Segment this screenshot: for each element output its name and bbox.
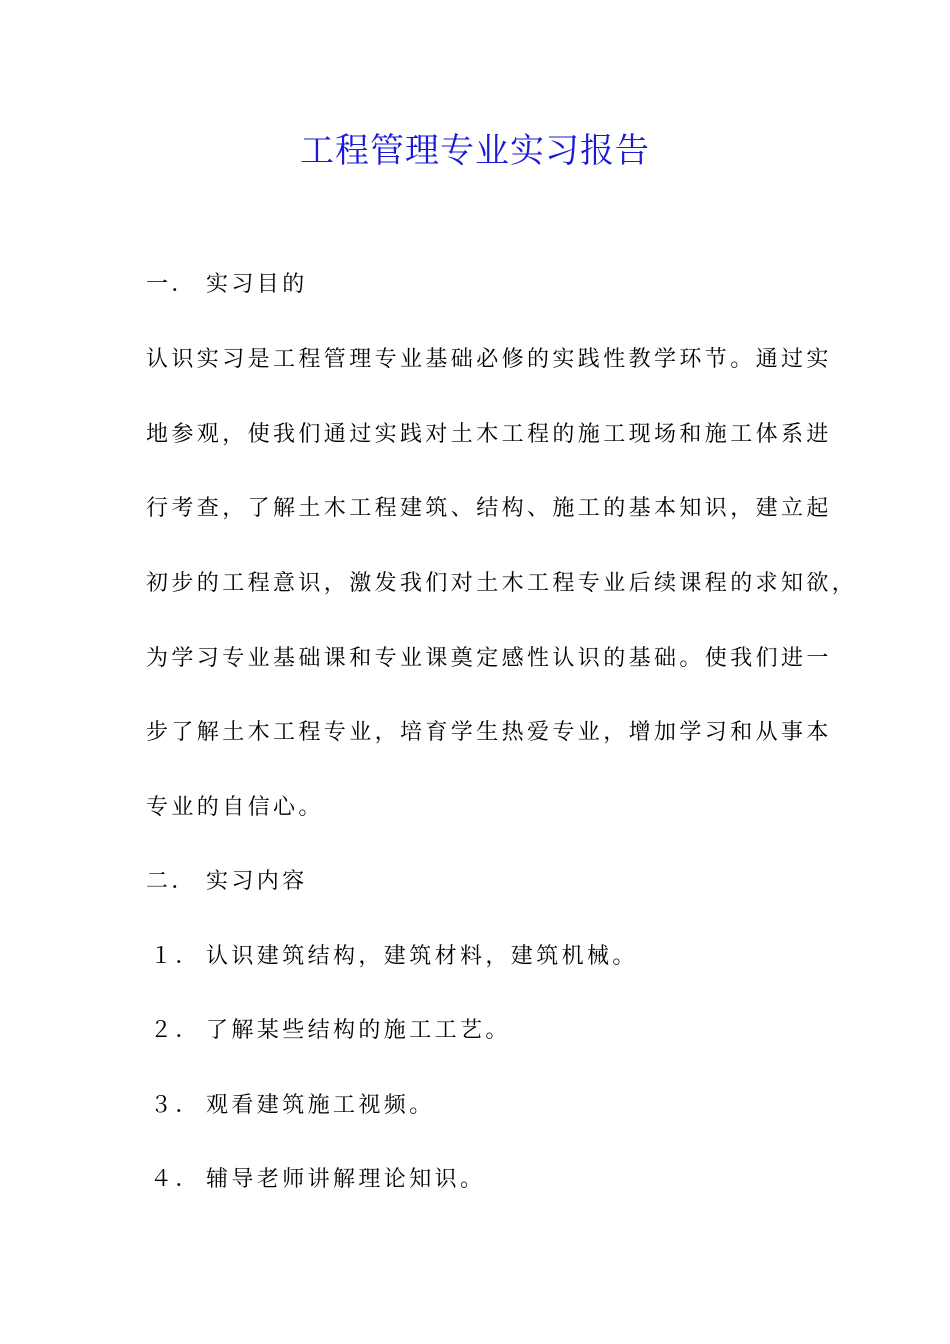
list-item	[146, 1091, 435, 1121]
document-title: 工程管理专业实习报告	[300, 131, 650, 171]
paragraph-line: 行考查，了解土木工程建筑、结构、施工的基本知识，建立起	[146, 496, 832, 521]
list-item	[146, 942, 638, 972]
paragraph-line: 专业的自信心。	[146, 795, 324, 820]
list-item-number: ２．	[150, 1018, 201, 1043]
paragraph-line: 步了解土木工程专业，培育学生热爱专业，增加学习和从事本	[146, 720, 832, 745]
section-number: 一．	[146, 272, 197, 297]
list-item-number: ３．	[150, 1093, 201, 1118]
paragraph-line: 认识实习是工程管理专业基础必修的实践性教学环节。通过实	[146, 347, 832, 372]
paragraph-line: 初步的工程意识，激发我们对土木工程专业后续课程的求知欲，	[146, 571, 858, 596]
section-heading-text: 实习内容	[206, 869, 308, 894]
list-item	[146, 1016, 511, 1046]
list-item-text: 了解某些结构的施工工艺。	[206, 1018, 511, 1043]
section-number: 二．	[146, 869, 197, 894]
list-item-text: 辅导老师讲解理论知识。	[206, 1167, 486, 1192]
list-item-number: １．	[150, 944, 201, 969]
section-heading-text: 实习目的	[206, 272, 308, 297]
section-heading-content	[146, 867, 308, 897]
paragraph-line: 为学习专业基础课和专业课奠定感性认识的基础。使我们进一	[146, 646, 832, 671]
list-item-text: 认识建筑结构，建筑材料，建筑机械。	[206, 944, 638, 969]
paragraph-line: 地参观，使我们通过实践对土木工程的施工现场和施工体系进	[146, 422, 832, 447]
list-item-text: 观看建筑施工视频。	[206, 1093, 435, 1118]
section-heading-purpose	[146, 270, 308, 300]
list-item	[146, 1165, 485, 1195]
list-item-number: ４．	[150, 1167, 201, 1192]
